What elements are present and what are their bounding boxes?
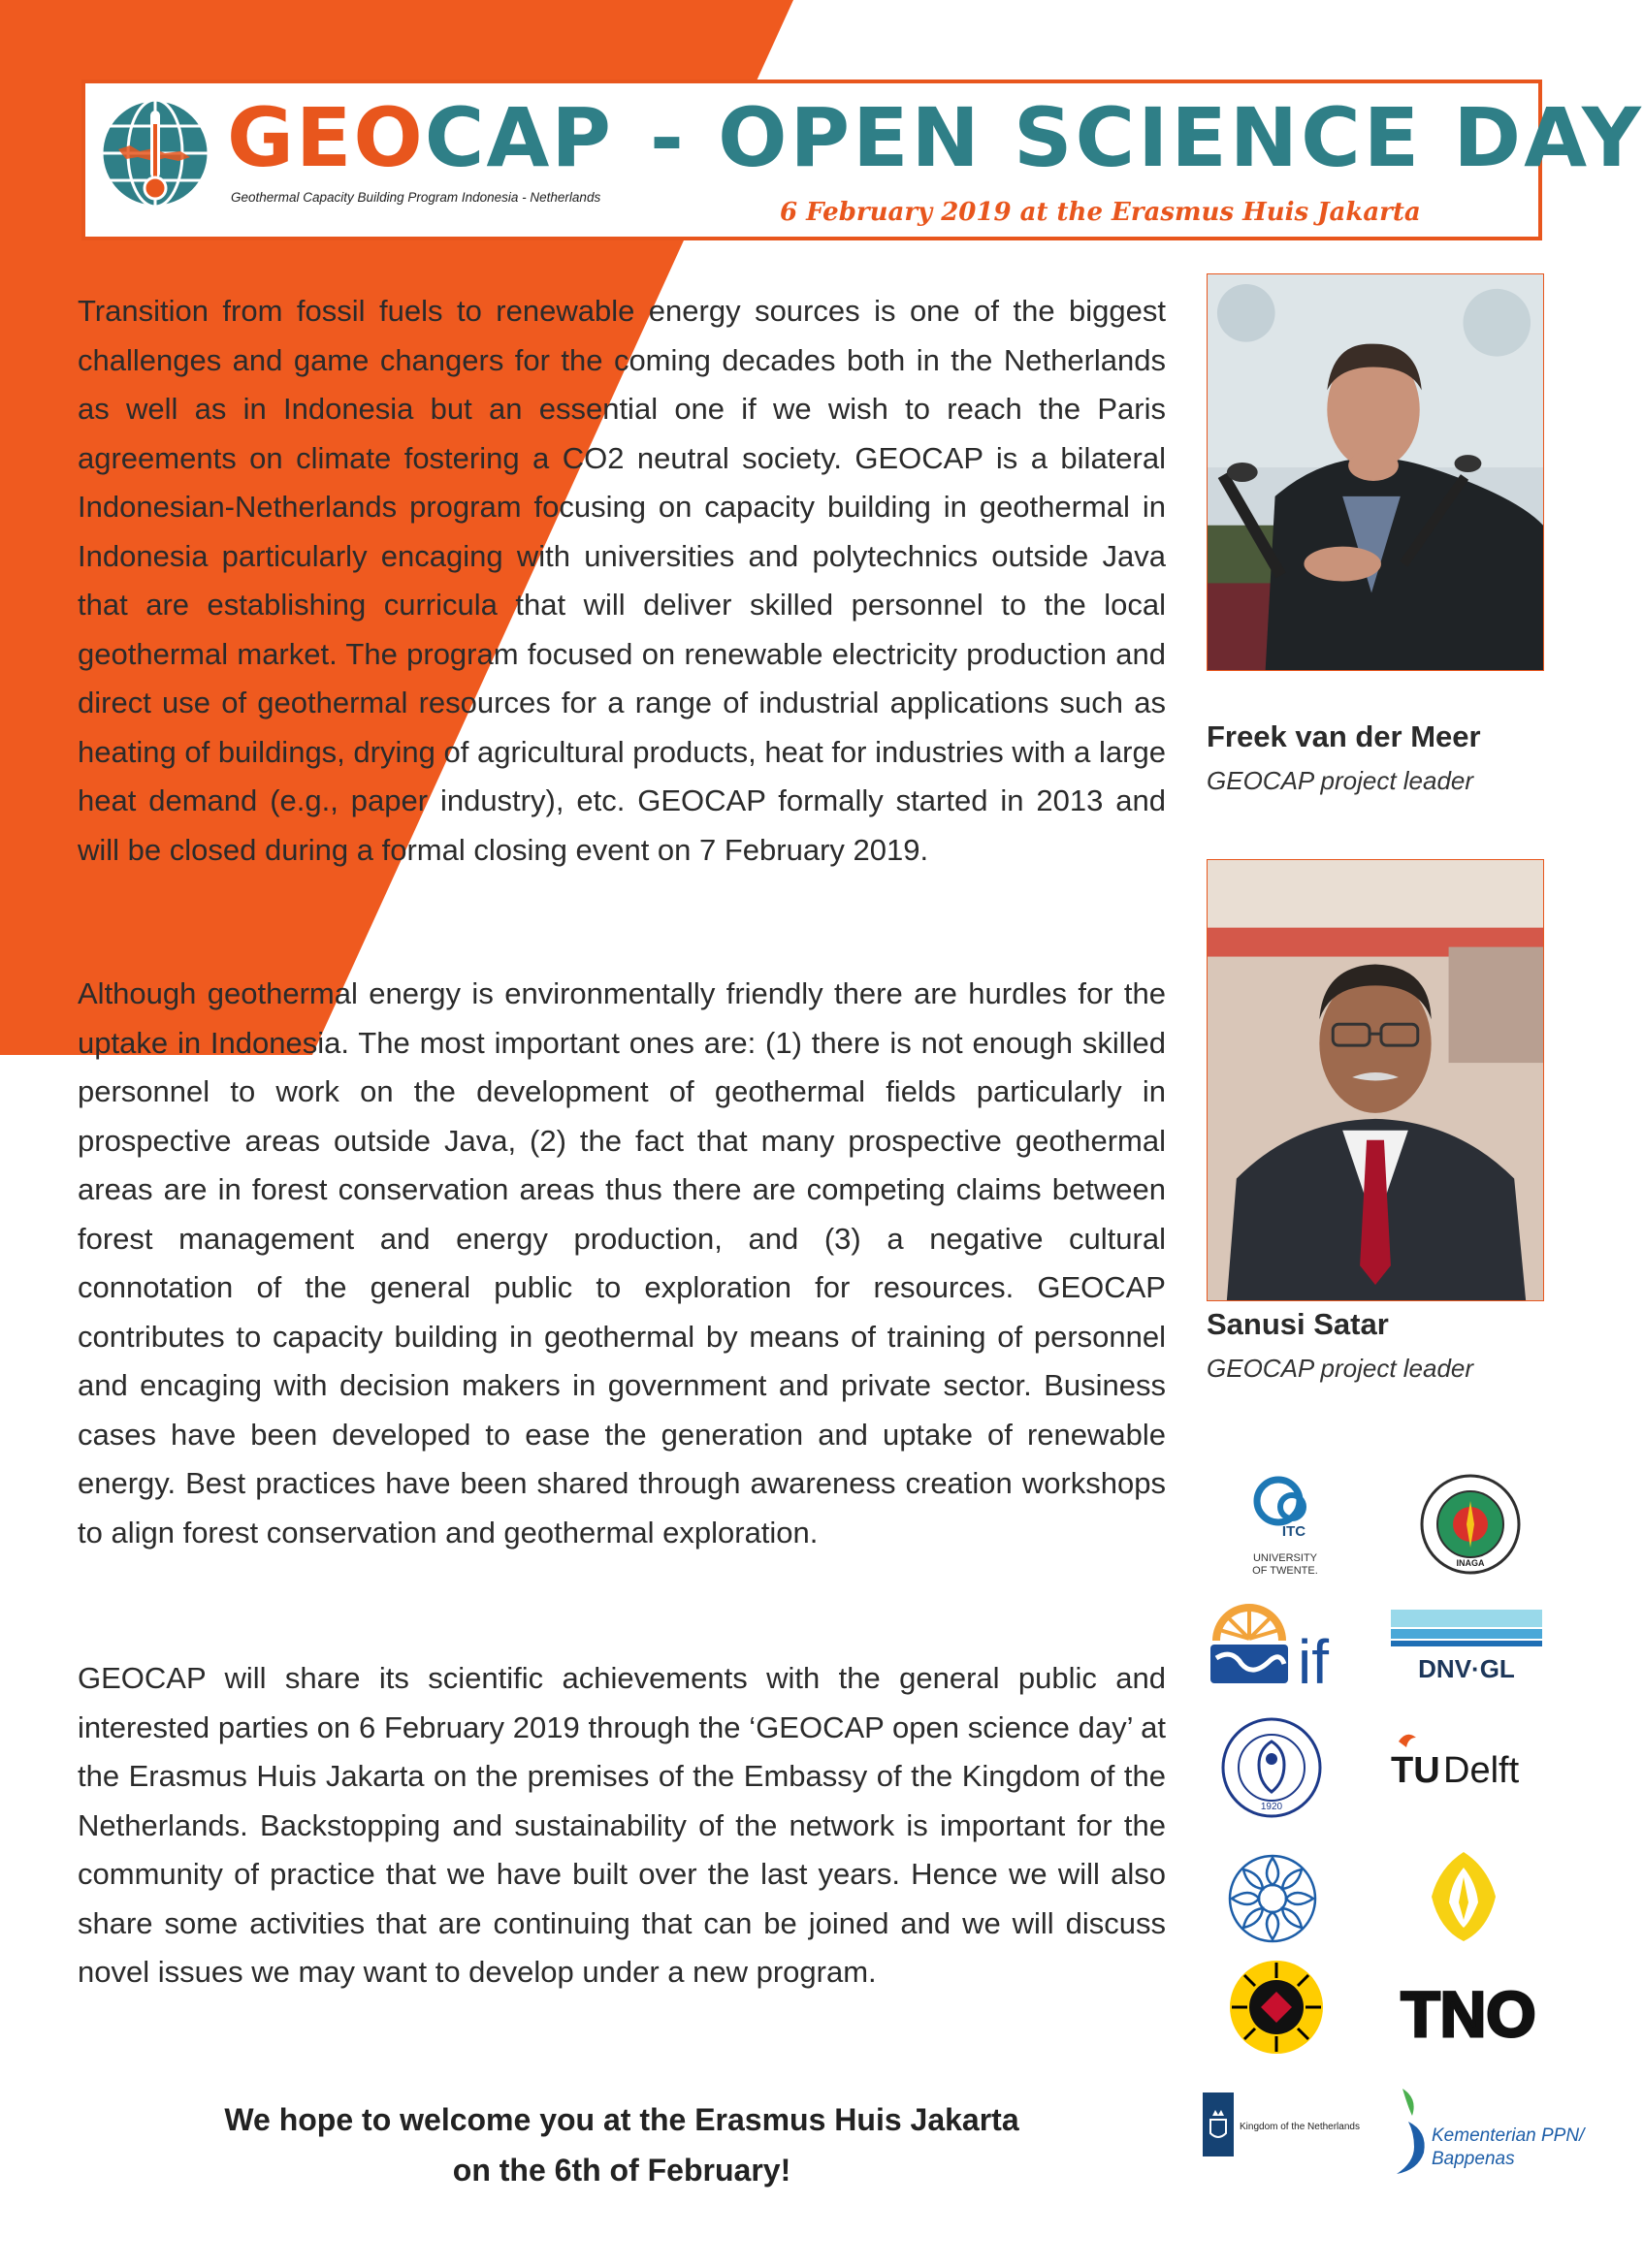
dnvgl-text: DNV·GL <box>1418 1654 1515 1683</box>
bappenas-line-1: Kementerian PPN/ <box>1432 2125 1585 2146</box>
itc-mark: ITC <box>1281 1523 1306 1540</box>
bappenas-line-2: Bappenas <box>1432 2149 1515 2169</box>
logo-cap: CAP <box>424 90 613 185</box>
paragraph-intro: Transition from fossil fuels to renewable energy sources is one of the biggest challenges and game changers for the coming decades both in the Netherlands as well as in Indonesia but an essential one if we wish to reach the Paris agreements on climate fostering a CO2 neutral society. GEOCAP is a bilateral Indonesian-Netherlands program focusing on capacity building in geothermal in Indonesia particularly encaging with universities and polytechnics outside Java that are establishing curricula that will deliver skilled personnel to the local geothermal market. The program focused on renewable electricity production and direct use of geothermal resources for a range of industrial applications such as heating of buildings, drying of agricultural products, heat for industries with a large heat demand (e.g., paper industry), etc. GEOCAP formally started in 2013 and will be closed during a formal closing event on 7 February 2019. <box>78 294 1166 867</box>
closing-message <box>78 2094 1166 2195</box>
if-text: if <box>1298 1627 1329 1697</box>
program-tagline: Geothermal Capacity Building Program Indonesia - Netherlands <box>231 190 601 205</box>
closing-line-2: on the 6th of February! <box>452 2153 791 2188</box>
globe-thermometer-icon <box>97 95 213 211</box>
person-role-1: GEOCAP project leader <box>1207 766 1474 795</box>
kingdom-netherlands-logo <box>1203 2091 1368 2158</box>
itb-logo <box>1220 1716 1323 1819</box>
itc-line-1: UNIVERSITY <box>1252 1552 1318 1564</box>
photo-freek-van-der-meer <box>1207 273 1544 671</box>
person-role-2: GEOCAP project leader <box>1207 1354 1474 1383</box>
itc-university-of-twente-logo <box>1241 1472 1329 1588</box>
bappenas-logo <box>1389 2081 1585 2178</box>
person-name-1: Freek van der Meer <box>1207 719 1481 753</box>
event-date: 6 February 2019 at the Erasmus Huis Jakarta <box>780 198 1421 227</box>
netherlands-text: Kingdom of the Netherlands <box>1240 2122 1360 2132</box>
logo-geo: GEO <box>227 90 425 185</box>
inaga-logo <box>1420 1474 1521 1575</box>
page-title: - OPEN SCIENCE DAY <box>650 90 1644 185</box>
paragraph-hurdles: Although geothermal energy is environmentally friendly there are hurdles for the uptake in Indonesia. The most important ones are: (1) there is not enough skilled personnel to work on the development of geothermal fields particularly in prospective areas outside Java, (2) the fact that many prospective geothermal areas are in forest conservation areas thus there are competing claims between forest management and energy production, and (3) a negative cultural connotation of the general public to exploration for resources. GEOCAP contributes to capacity building in geothermal by means of training of personnel and encaging with decision makers in government and private sector. Business cases have been developed to ease the generation and uptake of renewable energy. Best practices have been shared through awareness creation workshops to align forest conservation and geothermal exploration. <box>78 976 1166 1549</box>
header-banner <box>81 80 1644 240</box>
photo-sanusi-satar <box>1207 859 1544 1301</box>
itb-year: 1920 <box>1260 1802 1283 1812</box>
closing-line-1: We hope to welcome you at the Erasmus Huis Jakarta <box>224 2102 1019 2137</box>
tu-delft-logo <box>1389 1728 1544 1791</box>
geocap-logo-text <box>227 89 613 186</box>
itc-line-2: OF TWENTE. <box>1252 1565 1318 1577</box>
utrecht-university-logo <box>1228 1959 1325 2056</box>
paragraph-open-day: GEOCAP will share its scientific achievements with the general public and interested parties on 6 February 2019 through the ‘GEOCAP open science day’ at the Erasmus Huis Jakarta on the premises of the Embassy of the Kingdom of the Netherlands. Backstopping and sustainability of the network is important for the community of practice that we have built over the last years. Hence we will also share some activities that are continuing that can be joined and we will discuss novel issues we may want to develop under a new program. <box>78 1661 1166 1989</box>
tno-logo <box>1391 1978 1546 2050</box>
universitas-indonesia-logo <box>1420 1848 1507 1945</box>
if-logo <box>1203 1600 1360 1697</box>
tudelft-tu: TU <box>1391 1750 1440 1791</box>
dnv-gl-logo <box>1391 1610 1542 1683</box>
inaga-bottom-text: INAGA <box>1456 1558 1485 1568</box>
gadjah-mada-logo <box>1226 1852 1319 1945</box>
tno-text: TNO <box>1401 1978 1536 2050</box>
tudelft-delft: Delft <box>1443 1750 1520 1791</box>
person-name-2: Sanusi Satar <box>1207 1307 1389 1341</box>
